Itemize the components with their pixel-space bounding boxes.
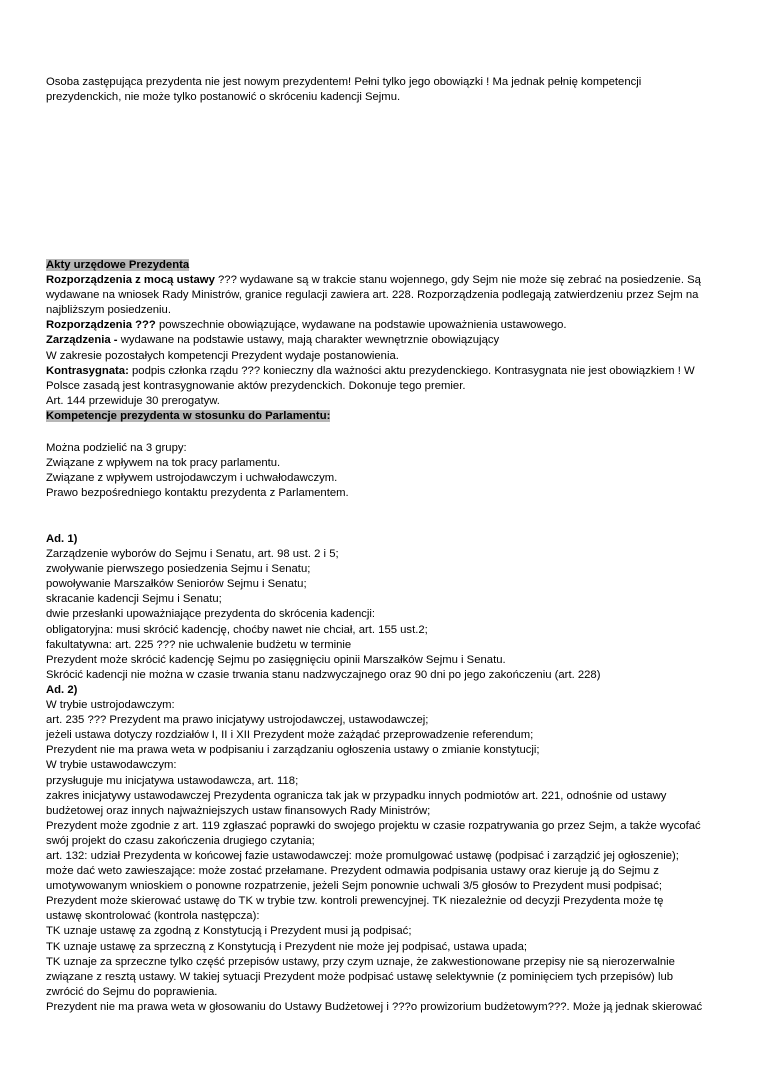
kontra-text: podpis członka rządu ??? konieczny dla ważności aktu prezydenckiego. Kontrasygnata nie jest obowiązkiem ! W: [128, 364, 695, 377]
zarz-line: [46, 333, 728, 348]
ad1-item: Skrócić kadencji nie można w czasie trwania stanu nadzwyczajnego oraz 90 dni po jego zakończeniu (art. 228): [46, 668, 601, 681]
ad1-item: dwie przesłanki upoważniające prezydenta do skrócenia kadencji:: [46, 608, 376, 621]
kompetencje-heading: Kompetencje prezydenta w stosunku do Parlamentu:: [46, 409, 331, 422]
rozp-mocy-line: [46, 273, 728, 288]
rozp-line: [46, 318, 728, 333]
kontra-line: [46, 364, 728, 379]
rozp-mocy-text: najbliższym posiedzeniu.: [46, 304, 171, 317]
ad2-item: jeżeli ustawa dotyczy rozdziałów I, II i XII Prezydent może zażądać przeprowadzenie referendum;: [46, 729, 534, 742]
ad2-item: budżetowej oraz innych najważniejszych ustaw finansowych Rady Ministrów;: [46, 804, 431, 817]
ad2-item: swój projekt do czasu zakończenia drugiego czytania;: [46, 834, 315, 847]
ad2-item: zakres inicjatywy ustawodawczej Prezydenta ogranicza tak jak w przypadku innych podmiotów art. 221, odnośnie od ustawy: [46, 789, 667, 802]
ad1-item: Prezydent może skrócić kadencję Sejmu po zasięgnięciu opinii Marszałków Sejmu i Senatu.: [46, 653, 506, 666]
ad2-item: ustawę skontrolować (kontrola następcza):: [46, 910, 260, 923]
ad2-item: związane z resztą ustawy. W takiej sytuacji Prezydent może podpisać ustawę selektywnie (z pominięciem tych przepisów) lub: [46, 970, 674, 983]
postanowienia-line: W zakresie pozostałych kompetencji Prezydent wydaje postanowienia.: [46, 349, 399, 362]
intro-paragraph: [46, 75, 728, 105]
kompetencje-item: Można podzielić na 3 grupy:: [46, 442, 187, 454]
ad2-item: TK uznaje za sprzeczne tylko część przepisów ustawy, przy czym uznaje, że zakwestionowane przepisy nie są nierozerwalnie: [46, 955, 675, 968]
intro-line: Osoba zastępująca prezydenta nie jest nowym prezydentem! Pełni tylko jego obowiązki ! Ma jednak pełnię kompetencji: [46, 76, 642, 88]
ad2-item: Prezydent może skierować ustawę do TK w trybie tzw. kontroli prewencyjnej. TK niezależnie od decyzji Prezydenta może tę: [46, 895, 664, 908]
ad2-item: W trybie ustawodawczym:: [46, 759, 177, 772]
ad1-item: powoływanie Marszałków Seniorów Sejmu i Senatu;: [46, 578, 307, 591]
ad1-item: Zarządzenie wyborów do Sejmu i Senatu, art. 98 ust. 2 i 5;: [46, 548, 339, 561]
ad1-item: obligatoryjna: musi skrócić kadencję, choćby nawet nie chciał, art. 155 ust.2;: [46, 623, 428, 636]
zarz-text: wydawane na podstawie ustawy, mają charakter wewnętrznie obowiązujący: [117, 334, 500, 347]
intro-line: prezydenckich, nie może tylko postanowić o skróceniu kadencji Sejmu.: [46, 91, 401, 104]
rozp-label: Rozporządzenia ???: [46, 319, 156, 332]
ad2-item: przysługuje mu inicjatywa ustawodawcza, art. 118;: [46, 774, 299, 787]
kompetencje-item: Związane z wpływem na tok pracy parlamentu.: [46, 457, 281, 470]
rozp-mocy-text: wydawane na wniosek Rady Ministrów, granice regulacji zawiera art. 228. Rozporządzenia podlegają zatwierdzeniu przez Sejm na: [46, 289, 699, 302]
kontra-label: Kontrasygnata:: [46, 364, 129, 377]
ad1-heading: Ad. 1): [46, 533, 78, 545]
akty-section: [46, 258, 728, 424]
ad1-item: zwoływanie pierwszego posiedzenia Sejmu i Senatu;: [46, 563, 311, 576]
ad2-item: Prezydent nie ma prawa weta w głosowaniu do Ustawy Budżetowej i ???o prowizorium budżetowym???. Może ją jednak skierować: [46, 1000, 703, 1013]
rozp-mocy-label: Rozporządzenia z mocą ustawy: [46, 274, 215, 287]
art144-line: Art. 144 przewiduje 30 prerogatyw.: [46, 394, 220, 407]
ad2-item: art. 132: udział Prezydenta w końcowej fazie ustawodawczej: może promulgować ustawę (podpisać i zarządzić jej ogłoszenie);: [46, 849, 679, 862]
rozp-text: powszechnie obowiązujące, wydawane na podstawie upoważnienia ustawowego.: [155, 319, 567, 332]
rozp-mocy-text: ??? wydawane są w trakcie stanu wojennego, gdy Sejm nie może się zebrać na posiedzenie. Są: [214, 274, 701, 287]
ad2-item: zwrócić do Sejmu do poprawienia.: [46, 985, 218, 998]
ad2-item: Prezydent nie ma prawa weta w podpisaniu i zarządzaniu ogłoszenia ustawy o zmianie konstytucji;: [46, 744, 540, 757]
ad2-item: umotywowanym wnioskiem o ponowne rozpatrzenie, jeżeli Sejm ponownie uchwali 3/5 głosów to Prezydent musi podpisać;: [46, 880, 662, 893]
ad2-heading: Ad. 2): [46, 683, 78, 696]
ad-sections: [46, 532, 728, 1015]
ad2-item: TK uznaje ustawę za zgodną z Konstytucją i Prezydent musi ją podpisać;: [46, 925, 412, 938]
kontra-text: Polsce zasadą jest kontrasygnowanie aktów prezydenckich. Dokonuje tego premier.: [46, 379, 466, 392]
kompetencje-item: Prawo bezpośredniego kontaktu prezydenta z Parlamentem.: [46, 487, 349, 500]
ad2-item: art. 235 ??? Prezydent ma prawo inicjatywy ustrojodawczej, ustawodawczej;: [46, 714, 429, 727]
kompetencje-item: Związane z wpływem ustrojodawczym i uchwałodawczym.: [46, 472, 338, 485]
ad2-item: może dać weto zawieszające: może zostać przełamane. Prezydent odmawia podpisania ustawy oraz kieruje ją do Sejmu z: [46, 865, 659, 878]
ad2-item: W trybie ustrojodawczym:: [46, 699, 175, 712]
ad2-item: TK uznaje ustawę za sprzeczną z Konstytucją i Prezydent nie może jej podpisać, ustawa upada;: [46, 940, 528, 953]
ad1-item: skracanie kadencji Sejmu i Senatu;: [46, 593, 222, 606]
ad1-item: fakultatywna: art. 225 ??? nie uchwalenie budżetu w terminie: [46, 638, 352, 651]
akty-heading: Akty urzędowe Prezydenta: [46, 259, 190, 271]
kompetencje-list: [46, 441, 728, 501]
ad2-item: Prezydent może zgodnie z art. 119 zgłaszać poprawki do swojego projektu w czasie rozpatrywania go przez Sejm, a także wycofać: [46, 819, 701, 832]
zarz-label: Zarządzenia -: [46, 334, 118, 347]
